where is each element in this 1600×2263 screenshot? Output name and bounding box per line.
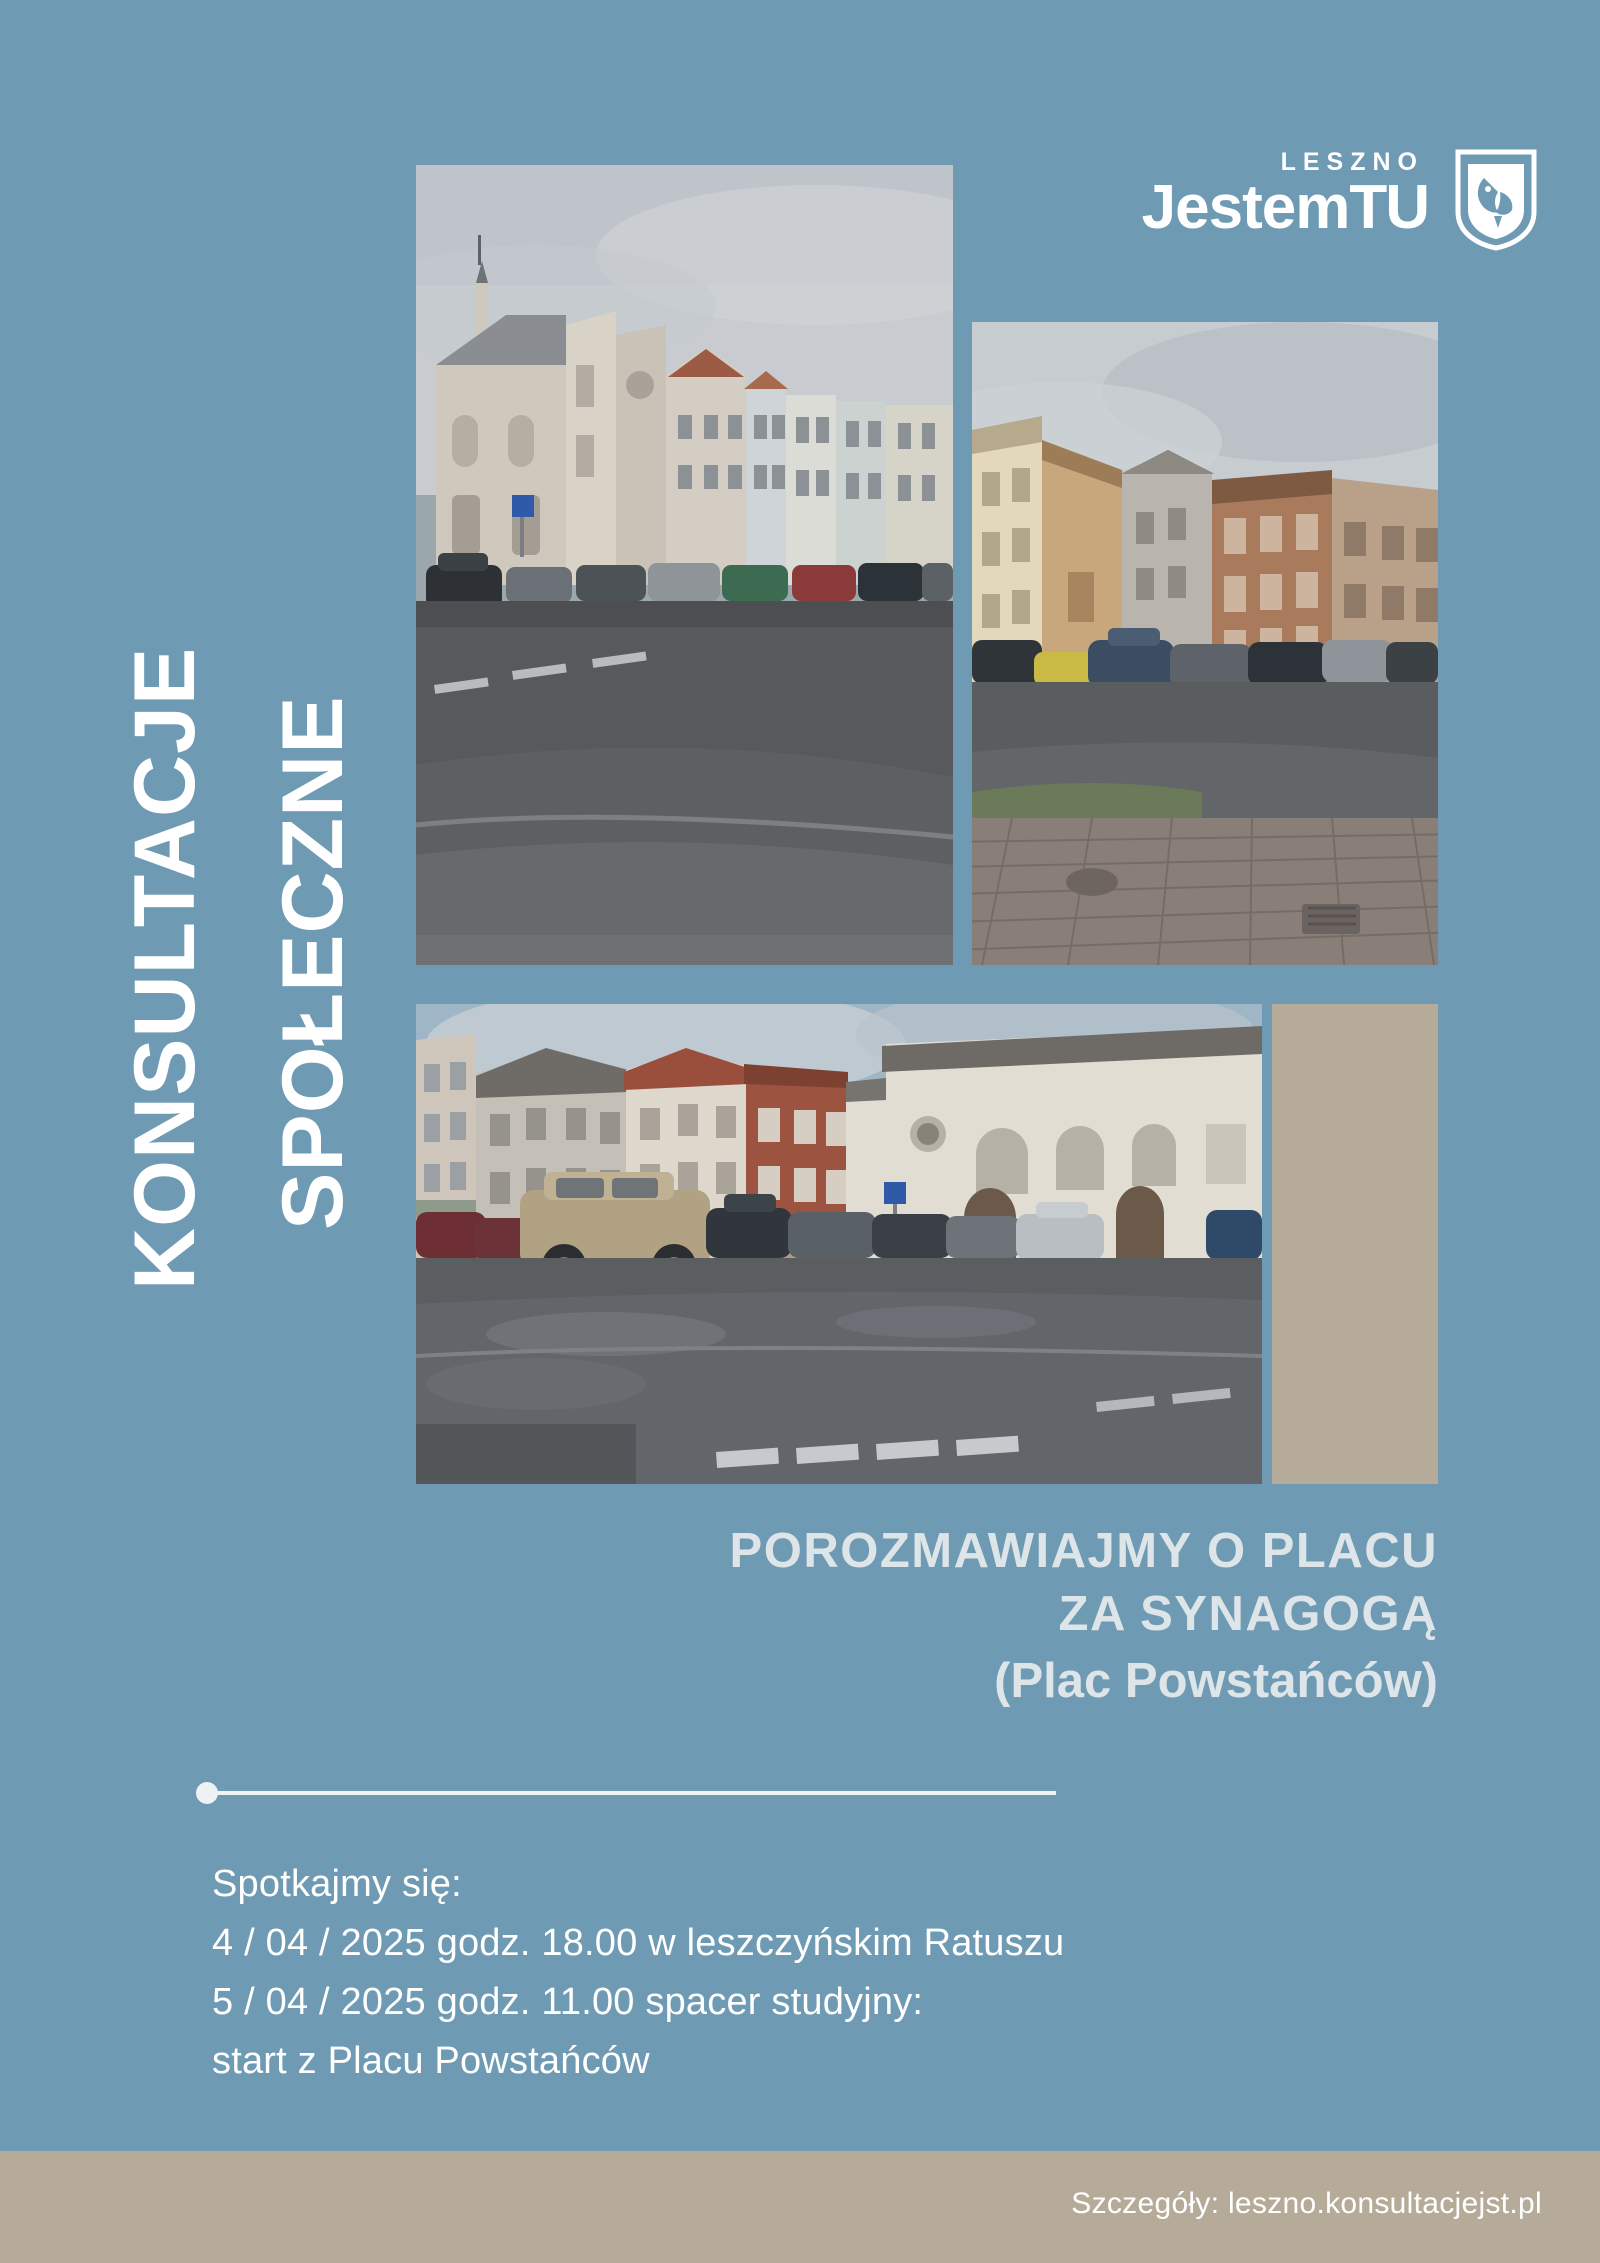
meeting-lead: Spotkajmy się: <box>212 1863 462 1905</box>
meeting-item-2: 5 / 04 / 2025 godz. 11.00 spacer studyjny: <box>212 1980 924 2023</box>
divider-rule <box>214 1791 1056 1795</box>
logo-slogan-part-2: TU <box>1349 173 1428 242</box>
photo-synagogue-and-parked-cars <box>416 1004 1262 1484</box>
logo-city-name: LESZNO <box>1280 148 1424 176</box>
brand-logo <box>1142 148 1538 252</box>
decorative-beige-block <box>1272 1004 1438 1484</box>
meeting-details <box>212 1855 1064 2091</box>
page-title-line-1: POROZMAWIAJMY O PLACU <box>729 1524 1438 1578</box>
photo-market-square-with-church <box>416 165 953 965</box>
logo-wordmark <box>1141 148 1428 242</box>
vertical-title-line-1: KONSULTACJE <box>117 646 213 1290</box>
logo-slogan <box>1141 173 1428 242</box>
logo-slogan-part-1: Jestem <box>1141 173 1350 242</box>
meeting-item-3: start z Placu Powstańców <box>212 2039 650 2082</box>
coat-of-arms-icon <box>1454 148 1538 252</box>
vertical-title-block <box>0 0 400 1450</box>
footer-details-text: Szczegóły: leszno.konsultacjejst.pl <box>1071 2187 1542 2220</box>
divider-dot <box>196 1782 218 1804</box>
page-title-line-2: ZA SYNAGOGĄ <box>1058 1586 1438 1641</box>
divider <box>196 1782 1056 1804</box>
page-title-line-3: (Plac Powstańców) <box>994 1654 1438 1709</box>
meeting-item-1: 4 / 04 / 2025 godz. 18.00 w leszczyńskim Ratuszu <box>212 1921 1065 1964</box>
vertical-title-line-2: SPOŁECZNE <box>265 695 361 1230</box>
photo-parking-lot-tenement-houses <box>972 322 1438 965</box>
page-title <box>416 1520 1438 1714</box>
footer-bar <box>0 2151 1600 2263</box>
